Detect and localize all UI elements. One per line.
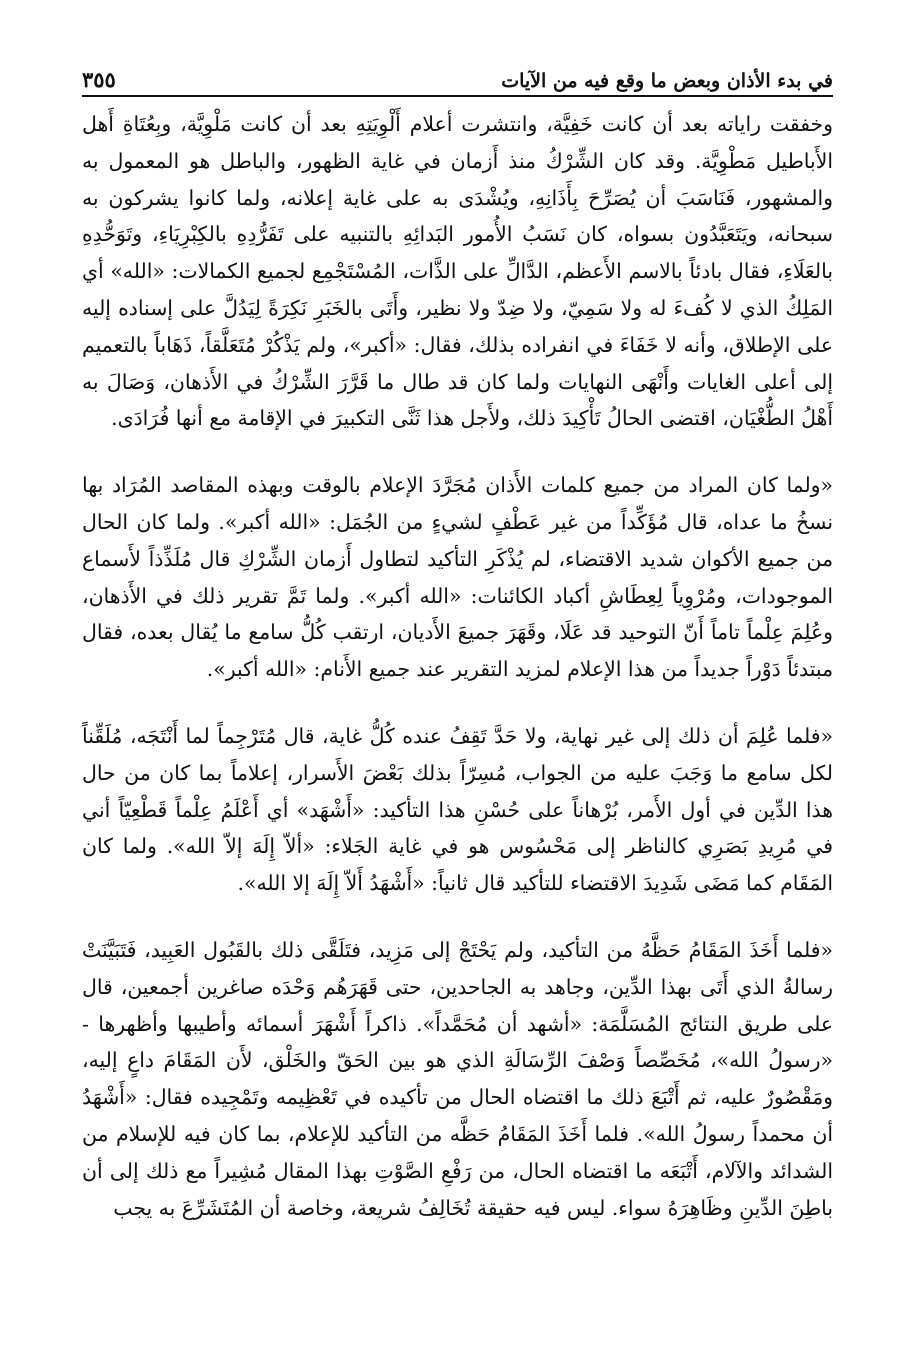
page-header	[82, 52, 833, 92]
header-rule	[82, 95, 833, 97]
running-title: في بدء الأذان وبعض ما وقع فيه من الآيات	[501, 70, 833, 92]
paragraph: «فلما أَخَذَ المَقَامُ حَظَّهُ من التأكيد، ولم يَحْتَجْ إلى مَزِيد، فتَلَقَّى ذلك بالقَبُول العَبِيد، فَتَبَيَّنَتْ رسالةُ الذي أَتَى بهذا الدِّين، وجاهد به الجاحدين، حتى قَهَرَهُم وَحْدَه صاغرين أجمعين، قال على طريق النتائج المُسَلَّمَة: «أشهد أن مُحَمَّداً». ذاكراً أَشْهَرَ أسمائه وأطيبها وأظهرها - «رسولُ الله»، مُخَصِّصاً وَصْفَ الرِّسَالَةِ الذي هو بين الحَقّ والخَلْق، لأَن المَقَامَ داعٍ إليه، ومَقْصُورٌ عليه، ثم أَتْبَعَ ذلك ما اقتضاه الحال من تأكيده في تَعْظِيمه وتَمْجِيده فقال: «أَشْهَدُ أن محمداً رسولُ الله». فلما أَخَذَ المَقَامُ حَظَّه من التأكيد للإعلام، بما كان فيه للإسلام من الشدائد والآلام، أَتْبَعَه ما اقتضاه الحال، من رَفْعِ الصَّوْتِ بهذا المقال مُشِيراً مع ذلك إلى أن باطِنَ الدِّينِ وظَاهِرَهُ سواء. ليس فيه حقيقة تُخَالِفُ شريعة، وخاصة أن المُتَشَرِّعَ به يجب	[82, 937, 833, 1220]
paragraph: «فلما عُلِمَ أن ذلك إلى غير نهاية، ولا حَدَّ تَقِفُ عنده كُلُّ غاية، قال مُتَرْجِماً لما أَنْتَجَه، مُلَقِّناً لكل سامع ما وَجَبَ عليه من الجواب، مُسِرّاً بذلك بَعْضَ الأَسرار، إعلاماً بما كان من حال هذا الدِّين في أول الأَمر، بُرْهاناً على حُسْنِ هذا التأكيد: «أَشْهَد» أي أَعْلَمُ عِلْماً قَطْعِيّاً أني في مُرِيدِ بَصَرِي كالناظر إلى مَحْسُوس هو في غاية الجَلاء: «ألاّ إِلَهَ إلاّ الله». ولما كان المَقَام كما مَضَى شَدِيدَ الاقتضاء للتأكيد قال ثانياً: «أَشْهَدُ أَلاّ إِلَهَ إلا الله».	[82, 723, 833, 896]
page-number: ٣٥٥	[82, 67, 116, 92]
body-text	[82, 106, 833, 1226]
paragraph: «ولما كان المراد من جميع كلمات الأَذان مُجَرَّدَ الإعلام بالوقت وبهذه المقاصد المُرَاد بها نسخُ ما عداه، قال مُؤَكِّداً من غير عَطْفٍ لشيءٍ من الجُمَل: «الله أكبر». ولما كان الحال من جميع الأكوان شديد الاقتضاء، لم يُذْكَرِ التأكيد لتطاول أَزمان الشِّرْكِ قال مُلَذِّذاً لأَسماع الموجودات، ومُرْوِياً لِعِطَاشِ أكباد الكائنات: «الله أكبر». ولما تَمَّ تقرير ذلك في الأَذهان، وعُلِمَ عِلْماً تاماً أَنّ التوحيد قد عَلَا، وقَهَرَ جميعَ الأَديان، ارتقب كُلُّ سامع ما يُقال بعده، فقال مبتدئاً دَوْراً جديداً من هذا الإعلام لمزيد التقرير عند جميع الأَنام: «الله أكبر».	[82, 473, 833, 682]
paragraph: وخفقت راياته بعد أن كانت خَفِيَّة، وانتشرت أعلام أَلْوِيَتِهِ بعد أن كانت مَلْوِيَّة، وبِعُتَاةِ أَهل الأَباطيل مَطْوِيَّة. وقد كان الشِّرْكُ منذ أَزمان في غاية الظهور، والباطل هو المعمول به والمشهور، فَنَاسَبَ أن يُصَرِّحَ بِأَذَانِهِ، ويُشْدَى به على غاية إعلانه، ولما كانوا يشركون به سبحانه، ويَتَعَبَّدُون بسواه، كان نَسَبُ الأُمور البَدائِهِ بالتنبيه على تَفَرُّدِهِ بالكِبْرِيَاءِ، وتَوَحُّدِهِ بالعَلَاءِ، فقال بادئاً بالاسم الأَعظم، الدَّالِّ على الذَّات، المُسْتَجْمِع لجميع الكمالات: «الله» أي المَلِكُ الذي لا كُفءَ له ولا سَمِيّ، ولا ضِدّ ولا نظير، وأَتَى بالخَبَرِ نَكِرَةً لِيَدُلَّ على إسناده إليه على الإطلاق، وأنه لا خَفَاءَ في انفراده بذلك، فقال: «أكبر»، ولم يَذْكُرْ مُتَعَلَّقاً، ذَهَاباً بالتعميم إلى أعلى الغايات وأَنْهَى النهايات ولما كان قد طال ما قَرَّرَ الشِّرْكُ في الأَذهان، وَصَالَ به أَهْلُ الطُّغْيَان، اقتضى الحالُ تَأْكِيدَ ذلك، ولأَجل هذا ثَنَّى التكبيرَ في الإقامة مع أنها فُرَادَى.	[82, 112, 833, 431]
